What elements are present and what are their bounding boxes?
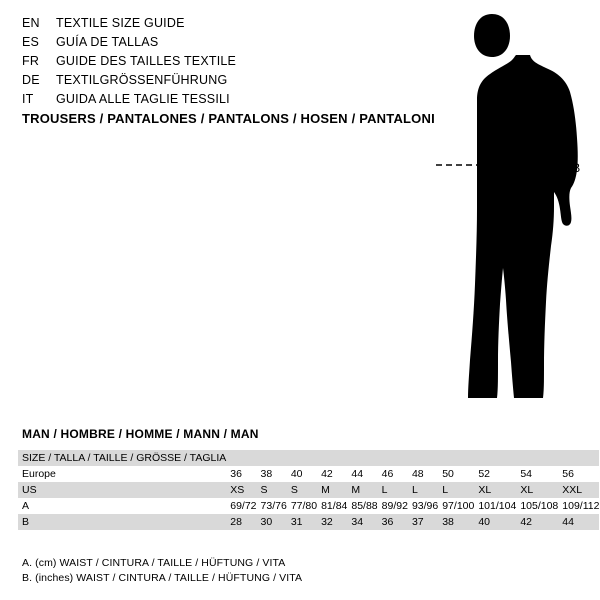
cell: 89/92	[381, 500, 408, 512]
cell	[257, 450, 287, 466]
cell	[287, 450, 317, 466]
cell: 37	[411, 516, 424, 528]
cell: 30	[260, 516, 273, 528]
cell: 44	[562, 516, 574, 528]
cell: 32	[321, 516, 333, 528]
cell: XS	[230, 484, 245, 496]
cell: XL	[478, 484, 492, 496]
table-row	[18, 450, 599, 466]
list-item	[22, 52, 402, 71]
language-title: TEXTILGRÖSSENFÜHRUNG	[56, 73, 228, 87]
cell: 38	[260, 468, 273, 480]
cell	[438, 450, 474, 466]
list-item	[22, 33, 402, 52]
cell: 52	[478, 468, 491, 480]
language-code: ES	[22, 35, 40, 49]
cell: 101/104	[478, 500, 517, 512]
cell: 34	[351, 516, 364, 528]
cell	[408, 450, 438, 466]
cell	[516, 450, 558, 466]
cell: 38	[442, 516, 454, 528]
cell: M	[321, 484, 330, 496]
cell: 77/80	[290, 500, 318, 512]
language-list	[22, 14, 402, 109]
cell: XXL	[562, 484, 583, 496]
list-item	[22, 90, 402, 109]
table-row	[18, 514, 599, 530]
row-label: SIZE / TALLA / TAILLE / GRÖSSE / TAGLIA	[22, 452, 227, 464]
cell: 40	[290, 468, 303, 480]
cell: 46	[381, 468, 394, 480]
cell: 42	[321, 468, 333, 480]
table-row	[18, 498, 599, 514]
cell: 97/100	[442, 500, 475, 512]
cell	[317, 450, 347, 466]
cell: S	[260, 484, 268, 496]
language-title: GUIDE DES TAILLES TEXTILE	[56, 54, 237, 68]
cell: 56	[562, 468, 574, 480]
cell: 42	[520, 516, 532, 528]
cell: 50	[442, 468, 454, 480]
cell: 36	[381, 516, 394, 528]
language-title: TEXTILE SIZE GUIDE	[56, 16, 185, 30]
cell: L	[381, 484, 388, 496]
cell: M	[351, 484, 361, 496]
silhouette-icon	[420, 10, 590, 410]
page-title: TROUSERS / PANTALONES / PANTALONS / HOSEN / PANTALONI	[22, 111, 435, 126]
cell: 73/76	[260, 500, 287, 512]
cell: 81/84	[321, 500, 348, 512]
cell: 105/108	[520, 500, 559, 512]
cell	[378, 450, 408, 466]
table-row	[18, 482, 599, 498]
cell: 44	[351, 468, 364, 480]
cell: 31	[290, 516, 303, 528]
cell: 85/88	[351, 500, 378, 512]
cell	[226, 450, 256, 466]
language-title: GUÍA DE TALLAS	[56, 35, 159, 49]
language-code: IT	[22, 92, 34, 106]
list-item	[22, 14, 402, 33]
cell: S	[290, 484, 298, 496]
cell	[558, 450, 599, 466]
language-title: GUIDA ALLE TAGLIE TESSILI	[56, 92, 230, 106]
cell	[474, 450, 516, 466]
measurement-label-ab: A-B	[561, 163, 581, 175]
language-code: EN	[22, 16, 40, 30]
footnotes	[22, 556, 302, 586]
footnote-a: A. (cm) WAIST / CINTURA / TAILLE / HÜFTUNG / VITA	[22, 557, 286, 569]
size-table	[18, 450, 599, 530]
row-label: US	[22, 484, 37, 496]
cell: 93/96	[411, 500, 439, 512]
list-item	[22, 71, 402, 90]
language-code: DE	[22, 73, 40, 87]
cell: 40	[478, 516, 491, 528]
row-label: A	[22, 500, 30, 512]
cell: 69/72	[230, 500, 257, 512]
cell: XL	[520, 484, 534, 496]
table-row	[18, 466, 599, 482]
table-title: MAN / HOMBRE / HOMME / MANN / MAN	[22, 427, 259, 441]
cell	[347, 450, 377, 466]
cell: L	[442, 484, 449, 496]
cell: 36	[230, 468, 242, 480]
cell: L	[411, 484, 418, 496]
footnote-b: B. (inches) WAIST / CINTURA / TAILLE / HÜFTUNG / VITA	[22, 572, 303, 584]
row-label: B	[22, 516, 30, 528]
row-label: Europe	[22, 468, 56, 480]
cell: 109/112	[562, 500, 600, 512]
cell: 48	[411, 468, 424, 480]
language-code: FR	[22, 54, 40, 68]
figure-man-silhouette	[420, 10, 590, 410]
cell: 54	[520, 468, 532, 480]
cell: 28	[230, 516, 242, 528]
